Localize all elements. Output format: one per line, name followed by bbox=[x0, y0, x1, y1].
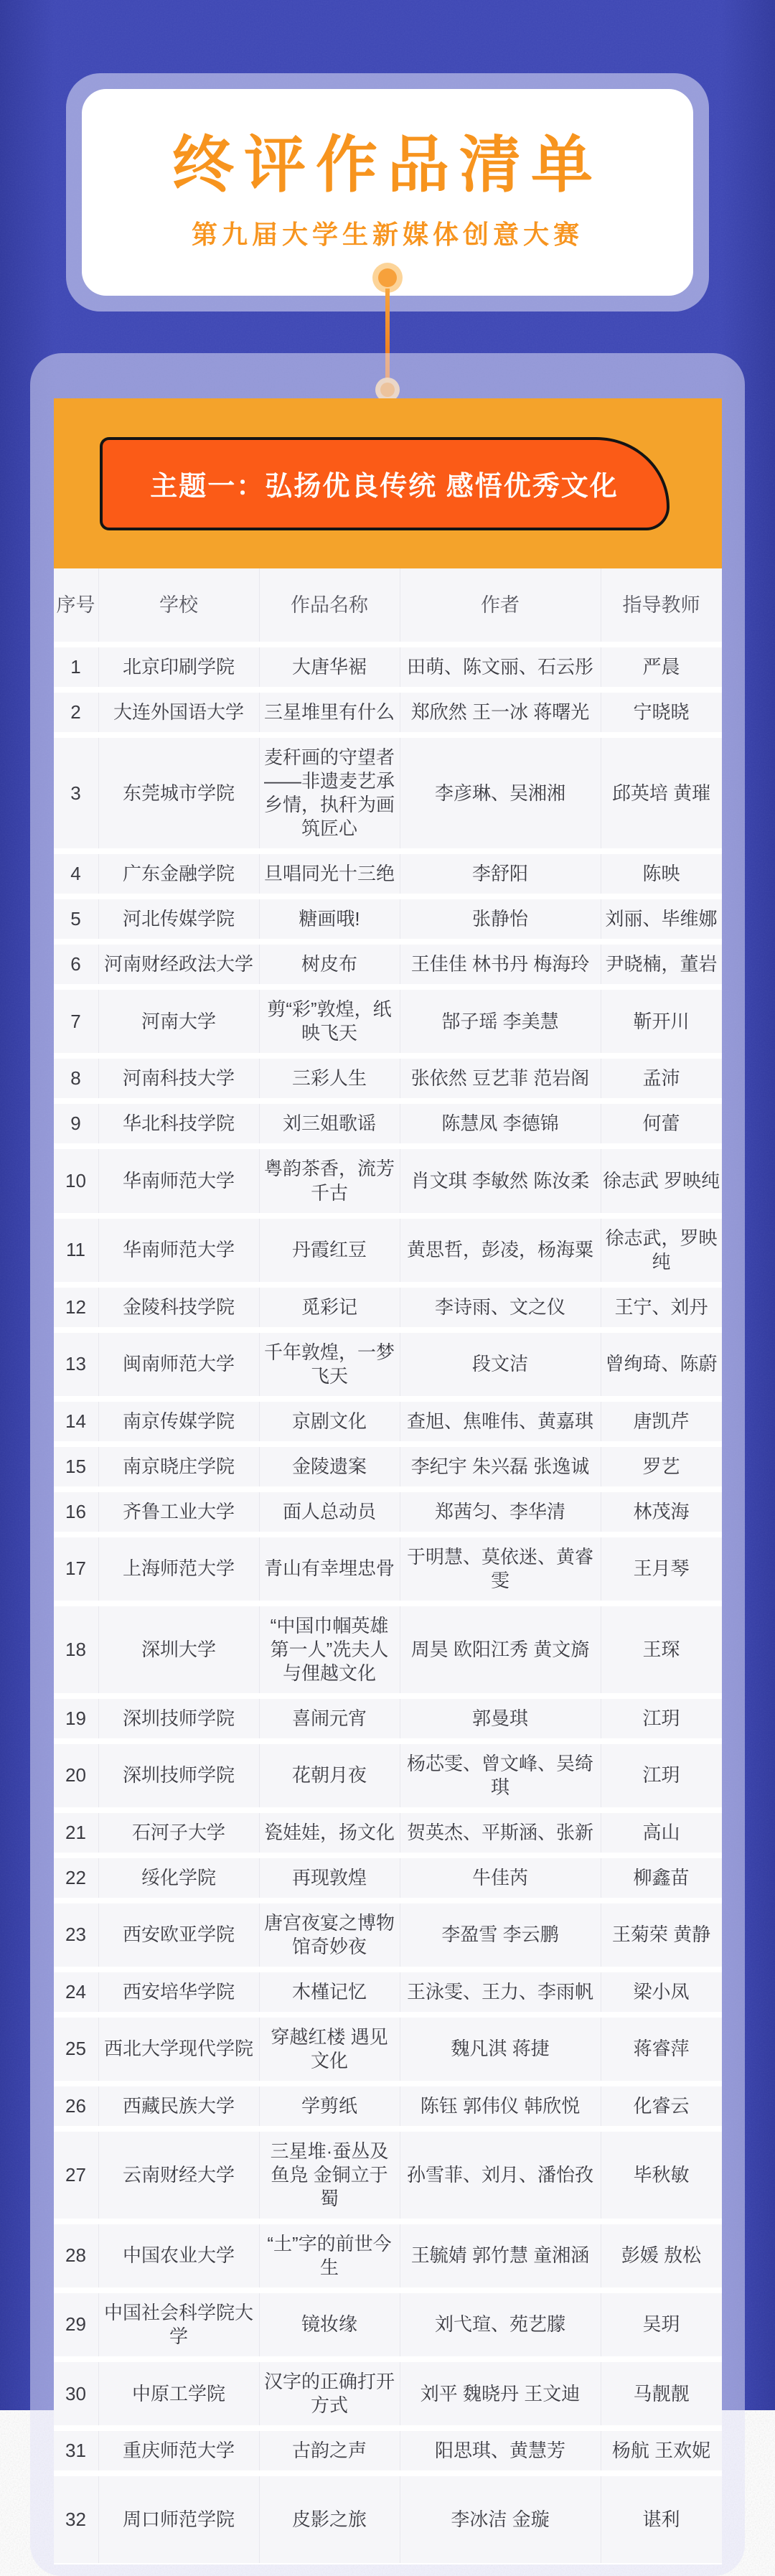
cell-no: 21 bbox=[65, 1821, 86, 1843]
table-row bbox=[54, 1813, 722, 1853]
cell-work: 再现敦煌 bbox=[259, 1858, 400, 1898]
cell-teachers: 王琛 bbox=[601, 1606, 722, 1693]
cell-work: 青山有幸埋忠骨 bbox=[259, 1537, 400, 1601]
cell-teachers: 曾绚琦、陈蔚 bbox=[601, 1333, 722, 1396]
cell-no: 16 bbox=[65, 1500, 86, 1522]
cell-no: 2 bbox=[70, 701, 81, 723]
cell-teachers: 陈映 bbox=[601, 854, 722, 894]
cell-school: 南京晓庄学院 bbox=[98, 1447, 259, 1486]
cell-authors: 阳思琪、黄慧芳 bbox=[400, 2431, 601, 2470]
cell-no: 28 bbox=[65, 2244, 86, 2267]
table-row bbox=[54, 1447, 722, 1486]
cell-school: 石河子大学 bbox=[98, 1813, 259, 1853]
table-row bbox=[54, 1219, 722, 1282]
cell-teachers: 刘丽、毕维娜 bbox=[601, 899, 722, 939]
cell-work: 大唐华裾 bbox=[259, 647, 400, 687]
cell-work: 花朝月夜 bbox=[259, 1744, 400, 1807]
cell-work: 三星堆·蚕丛及鱼凫 金铜立于蜀 bbox=[259, 2132, 400, 2219]
cell-school: 深圳技师学院 bbox=[98, 1744, 259, 1807]
cell-authors: 郑茜匀、李华清 bbox=[400, 1492, 601, 1532]
cell-work: 觅彩记 bbox=[259, 1288, 400, 1327]
cell-authors: 黄思哲，彭凌，杨海粟 bbox=[400, 1219, 601, 1282]
cell-no: 17 bbox=[65, 1558, 86, 1580]
table-row bbox=[54, 2086, 722, 2126]
cell-school: 中国农业大学 bbox=[98, 2224, 259, 2287]
table-row bbox=[54, 1059, 722, 1098]
cell-authors: 陈钰 郭伟仪 韩欣悦 bbox=[400, 2086, 601, 2126]
cell-authors: 魏凡淇 蒋捷 bbox=[400, 2018, 601, 2081]
cell-authors: 张静怡 bbox=[400, 899, 601, 939]
table-row bbox=[54, 647, 722, 687]
table-row bbox=[54, 945, 722, 984]
table-row bbox=[54, 1492, 722, 1532]
cell-work: “中国巾帼英雄第一人”冼夫人与俚越文化 bbox=[259, 1606, 400, 1693]
table-row bbox=[54, 1699, 722, 1738]
col-header-authors: 作者 bbox=[400, 568, 601, 642]
cell-authors: 段文洁 bbox=[400, 1333, 601, 1396]
table-row bbox=[54, 1104, 722, 1143]
table-row bbox=[54, 2293, 722, 2356]
cell-no: 23 bbox=[65, 1924, 86, 1946]
col-header-work: 作品名称 bbox=[259, 568, 400, 642]
cell-teachers: 王月琴 bbox=[601, 1537, 722, 1601]
table-row bbox=[54, 2431, 722, 2470]
cell-teachers: 化睿云 bbox=[601, 2086, 722, 2126]
cell-school: 深圳大学 bbox=[98, 1606, 259, 1693]
cell-teachers: 何蕾 bbox=[601, 1104, 722, 1143]
cell-authors: 肖文琪 李敏然 陈汝柔 bbox=[400, 1149, 601, 1212]
table-row bbox=[54, 2362, 722, 2425]
cell-teachers: 柳鑫苗 bbox=[601, 1858, 722, 1898]
table-row bbox=[54, 738, 722, 848]
cell-teachers: 彭媛 敖松 bbox=[601, 2224, 722, 2287]
theme-banner-label: 主题一：弘扬优良传统 感悟优秀文化 bbox=[150, 472, 619, 502]
table-row bbox=[54, 2018, 722, 2081]
cell-work: 三彩人生 bbox=[259, 1059, 400, 1098]
cell-authors: 田萌、陈文丽、石云彤 bbox=[400, 647, 601, 687]
cell-authors: 刘弋瑄、苑艺朦 bbox=[400, 2293, 601, 2356]
cell-teachers: 靳开川 bbox=[601, 990, 722, 1053]
cell-school: 河南科技大学 bbox=[98, 1059, 259, 1098]
cell-no: 24 bbox=[65, 1980, 86, 2003]
cell-teachers: 吴玥 bbox=[601, 2293, 722, 2356]
table-row bbox=[54, 2476, 722, 2563]
cell-school: 广东金融学院 bbox=[98, 854, 259, 894]
cell-school: 西安欧亚学院 bbox=[98, 1903, 259, 1967]
table-row bbox=[54, 1537, 722, 1601]
cell-school: 河南财经政法大学 bbox=[98, 945, 259, 984]
table-row bbox=[54, 2224, 722, 2287]
cell-work: 镜妆缘 bbox=[259, 2293, 400, 2356]
cell-teachers: 严晨 bbox=[601, 647, 722, 687]
cell-no: 26 bbox=[65, 2094, 86, 2117]
cell-authors: 王佳佳 林书丹 梅海玲 bbox=[400, 945, 601, 984]
cell-no: 4 bbox=[70, 863, 81, 885]
col-header-school: 学校 bbox=[98, 568, 259, 642]
cell-teachers: 唐凯芹 bbox=[601, 1402, 722, 1441]
cell-teachers: 蒋睿萍 bbox=[601, 2018, 722, 2081]
cell-no: 8 bbox=[70, 1067, 81, 1090]
cell-teachers: 罗艺 bbox=[601, 1447, 722, 1486]
cell-no: 20 bbox=[65, 1764, 86, 1786]
cell-authors: 刘平 魏晓丹 王文迪 bbox=[400, 2362, 601, 2425]
cell-work: 皮影之旅 bbox=[259, 2476, 400, 2563]
cell-teachers: 邱英培 黄璀 bbox=[601, 738, 722, 848]
cell-work: 木槿记忆 bbox=[259, 1972, 400, 2012]
cell-authors: 于明慧、莫依迷、黄睿雯 bbox=[400, 1537, 601, 1601]
cell-school: 华北科技学院 bbox=[98, 1104, 259, 1143]
cell-no: 15 bbox=[65, 1455, 86, 1477]
cell-school: 西安培华学院 bbox=[98, 1972, 259, 2012]
page-title: 终评作品清单 bbox=[172, 130, 603, 200]
cell-work: 剪“彩”敦煌，纸映飞天 bbox=[259, 990, 400, 1053]
cell-authors: 孙雪菲、刘月、潘怡孜 bbox=[400, 2132, 601, 2219]
cell-school: 西北大学现代学院 bbox=[98, 2018, 259, 2081]
cell-no: 19 bbox=[65, 1707, 86, 1729]
table-row bbox=[54, 899, 722, 939]
cell-no: 11 bbox=[66, 1239, 85, 1261]
main-card bbox=[30, 353, 745, 2576]
cell-work: 古韵之声 bbox=[259, 2431, 400, 2470]
cell-authors: 陈慧凤 李德锦 bbox=[400, 1104, 601, 1143]
cell-school: 华南师范大学 bbox=[98, 1149, 259, 1212]
cell-work: 三星堆里有什么 bbox=[259, 693, 400, 732]
cell-authors: 郭曼琪 bbox=[400, 1699, 601, 1738]
cell-school: 重庆师范大学 bbox=[98, 2431, 259, 2470]
cell-teachers: 林茂海 bbox=[601, 1492, 722, 1532]
theme-banner bbox=[100, 437, 670, 530]
cell-authors: 查旭、焦唯伟、黄嘉琪 bbox=[400, 1402, 601, 1441]
cell-work: 刘三姐歌谣 bbox=[259, 1104, 400, 1143]
col-header-teachers: 指导教师 bbox=[601, 568, 722, 642]
works-table bbox=[54, 568, 722, 2565]
cell-teachers: 王菊荣 黄静 bbox=[601, 1903, 722, 1967]
cell-school: 齐鲁工业大学 bbox=[98, 1492, 259, 1532]
cell-no: 13 bbox=[65, 1353, 86, 1375]
cell-authors: 王泳雯、王力、李雨帆 bbox=[400, 1972, 601, 2012]
cell-school: 河南大学 bbox=[98, 990, 259, 1053]
cell-teachers: 杨航 王欢妮 bbox=[601, 2431, 722, 2470]
cell-work: 麦秆画的守望者——非遗麦艺承乡情，执秆为画筑匠心 bbox=[259, 738, 400, 848]
cell-teachers: 毕秋敏 bbox=[601, 2132, 722, 2219]
table-row bbox=[54, 693, 722, 732]
cell-school: 周口师范学院 bbox=[98, 2476, 259, 2563]
cell-no: 31 bbox=[65, 2440, 86, 2462]
cell-teachers: 梁小凤 bbox=[601, 1972, 722, 2012]
cell-authors: 李舒阳 bbox=[400, 854, 601, 894]
table-row bbox=[54, 990, 722, 1053]
cell-school: 上海师范大学 bbox=[98, 1537, 259, 1601]
cell-authors: 杨芯雯、曾文峰、吴绮琪 bbox=[400, 1744, 601, 1807]
cell-authors: 周昊 欧阳江秀 黄文旖 bbox=[400, 1606, 601, 1693]
cell-work: 树皮布 bbox=[259, 945, 400, 984]
cell-school: 东莞城市学院 bbox=[98, 738, 259, 848]
cell-teachers: 高山 bbox=[601, 1813, 722, 1853]
cell-school: 南京传媒学院 bbox=[98, 1402, 259, 1441]
cell-no: 14 bbox=[65, 1410, 86, 1432]
table-header-row bbox=[54, 568, 722, 642]
cell-authors: 李彦琳、吴湘湘 bbox=[400, 738, 601, 848]
table-row bbox=[54, 1288, 722, 1327]
cell-no: 29 bbox=[65, 2313, 86, 2336]
cell-work: 金陵遗案 bbox=[259, 1447, 400, 1486]
cell-authors: 张依然 豆艺菲 范岩阁 bbox=[400, 1059, 601, 1098]
cell-work: 千年敦煌，一梦飞天 bbox=[259, 1333, 400, 1396]
cell-no: 6 bbox=[70, 953, 81, 975]
cell-school: 河北传媒学院 bbox=[98, 899, 259, 939]
cell-work: 唐宫夜宴之博物馆奇妙夜 bbox=[259, 1903, 400, 1967]
table-row bbox=[54, 1149, 722, 1212]
cell-authors: 李盈雪 李云鹏 bbox=[400, 1903, 601, 1967]
table-row bbox=[54, 2132, 722, 2219]
cell-no: 22 bbox=[65, 1866, 86, 1888]
cell-school: 大连外国语大学 bbox=[98, 693, 259, 732]
cell-no: 30 bbox=[65, 2382, 86, 2404]
table-row bbox=[54, 1333, 722, 1396]
cell-no: 5 bbox=[70, 908, 81, 930]
cell-work: “土”字的前世今生 bbox=[259, 2224, 400, 2287]
table-row bbox=[54, 1903, 722, 1967]
cell-teachers: 谌利 bbox=[601, 2476, 722, 2563]
cell-work: 糖画哦! bbox=[259, 899, 400, 939]
cell-no: 10 bbox=[65, 1169, 86, 1191]
cell-work: 穿越红楼 遇见文化 bbox=[259, 2018, 400, 2081]
cell-school: 深圳技师学院 bbox=[98, 1699, 259, 1738]
cell-work: 旦唱同光十三绝 bbox=[259, 854, 400, 894]
cell-no: 3 bbox=[70, 782, 81, 804]
table-row bbox=[54, 854, 722, 894]
table-row bbox=[54, 1606, 722, 1693]
cell-teachers: 尹晓楠，董岩 bbox=[601, 945, 722, 984]
cell-school: 中国社会科学院大学 bbox=[98, 2293, 259, 2356]
table-row bbox=[54, 1858, 722, 1898]
cell-teachers: 孟沛 bbox=[601, 1059, 722, 1098]
cell-teachers: 宁晓晓 bbox=[601, 693, 722, 732]
page-subtitle: 第九届大学生新媒体创意大赛 bbox=[191, 219, 583, 249]
cell-authors: 李纪宇 朱兴磊 张逸诚 bbox=[400, 1447, 601, 1486]
theme-panel bbox=[54, 398, 722, 568]
cell-authors: 李诗雨、文之仪 bbox=[400, 1288, 601, 1327]
col-header-no: 序号 bbox=[56, 594, 95, 616]
cell-school: 中原工学院 bbox=[98, 2362, 259, 2425]
cell-work: 学剪纸 bbox=[259, 2086, 400, 2126]
cell-authors: 王毓婧 郭竹慧 童湘涵 bbox=[400, 2224, 601, 2287]
cell-no: 32 bbox=[65, 2509, 86, 2531]
cell-no: 25 bbox=[65, 2038, 86, 2060]
cell-no: 7 bbox=[70, 1010, 81, 1032]
cell-teachers: 马靓靓 bbox=[601, 2362, 722, 2425]
cell-work: 京剧文化 bbox=[259, 1402, 400, 1441]
cell-authors: 牛佳芮 bbox=[400, 1858, 601, 1898]
cell-teachers: 王宁、刘丹 bbox=[601, 1288, 722, 1327]
table-row bbox=[54, 1744, 722, 1807]
cell-school: 西藏民族大学 bbox=[98, 2086, 259, 2126]
cell-work: 丹霞红豆 bbox=[259, 1219, 400, 1282]
table-row bbox=[54, 1972, 722, 2012]
cell-school: 华南师范大学 bbox=[98, 1219, 259, 1282]
cell-teachers: 江玥 bbox=[601, 1699, 722, 1738]
cell-work: 面人总动员 bbox=[259, 1492, 400, 1532]
cell-school: 绥化学院 bbox=[98, 1858, 259, 1898]
cell-work: 汉字的正确打开方式 bbox=[259, 2362, 400, 2425]
cell-authors: 郜子瑶 李美慧 bbox=[400, 990, 601, 1053]
cell-school: 北京印刷学院 bbox=[98, 647, 259, 687]
table-body bbox=[54, 647, 722, 2563]
cell-school: 金陵科技学院 bbox=[98, 1288, 259, 1327]
cell-authors: 李冰洁 金璇 bbox=[400, 2476, 601, 2563]
cell-school: 闽南师范大学 bbox=[98, 1333, 259, 1396]
cell-no: 27 bbox=[65, 2163, 86, 2186]
cell-no: 9 bbox=[70, 1113, 81, 1135]
table-row bbox=[54, 1402, 722, 1441]
cell-no: 18 bbox=[65, 1638, 86, 1660]
cell-authors: 郑欣然 王一冰 蒋曙光 bbox=[400, 693, 601, 732]
cell-work: 粤韵茶香，流芳千古 bbox=[259, 1149, 400, 1212]
cell-teachers: 徐志武 罗映纯 bbox=[601, 1149, 722, 1212]
cell-teachers: 徐志武，罗映纯 bbox=[601, 1219, 722, 1282]
cell-work: 瓷娃娃，扬文化 bbox=[259, 1813, 400, 1853]
cell-teachers: 江玥 bbox=[601, 1744, 722, 1807]
cell-school: 云南财经大学 bbox=[98, 2132, 259, 2219]
cell-work: 喜闹元宵 bbox=[259, 1699, 400, 1738]
cell-no: 12 bbox=[65, 1296, 86, 1318]
cell-no: 1 bbox=[70, 656, 81, 678]
cell-authors: 贺英杰、平斯涵、张新 bbox=[400, 1813, 601, 1853]
